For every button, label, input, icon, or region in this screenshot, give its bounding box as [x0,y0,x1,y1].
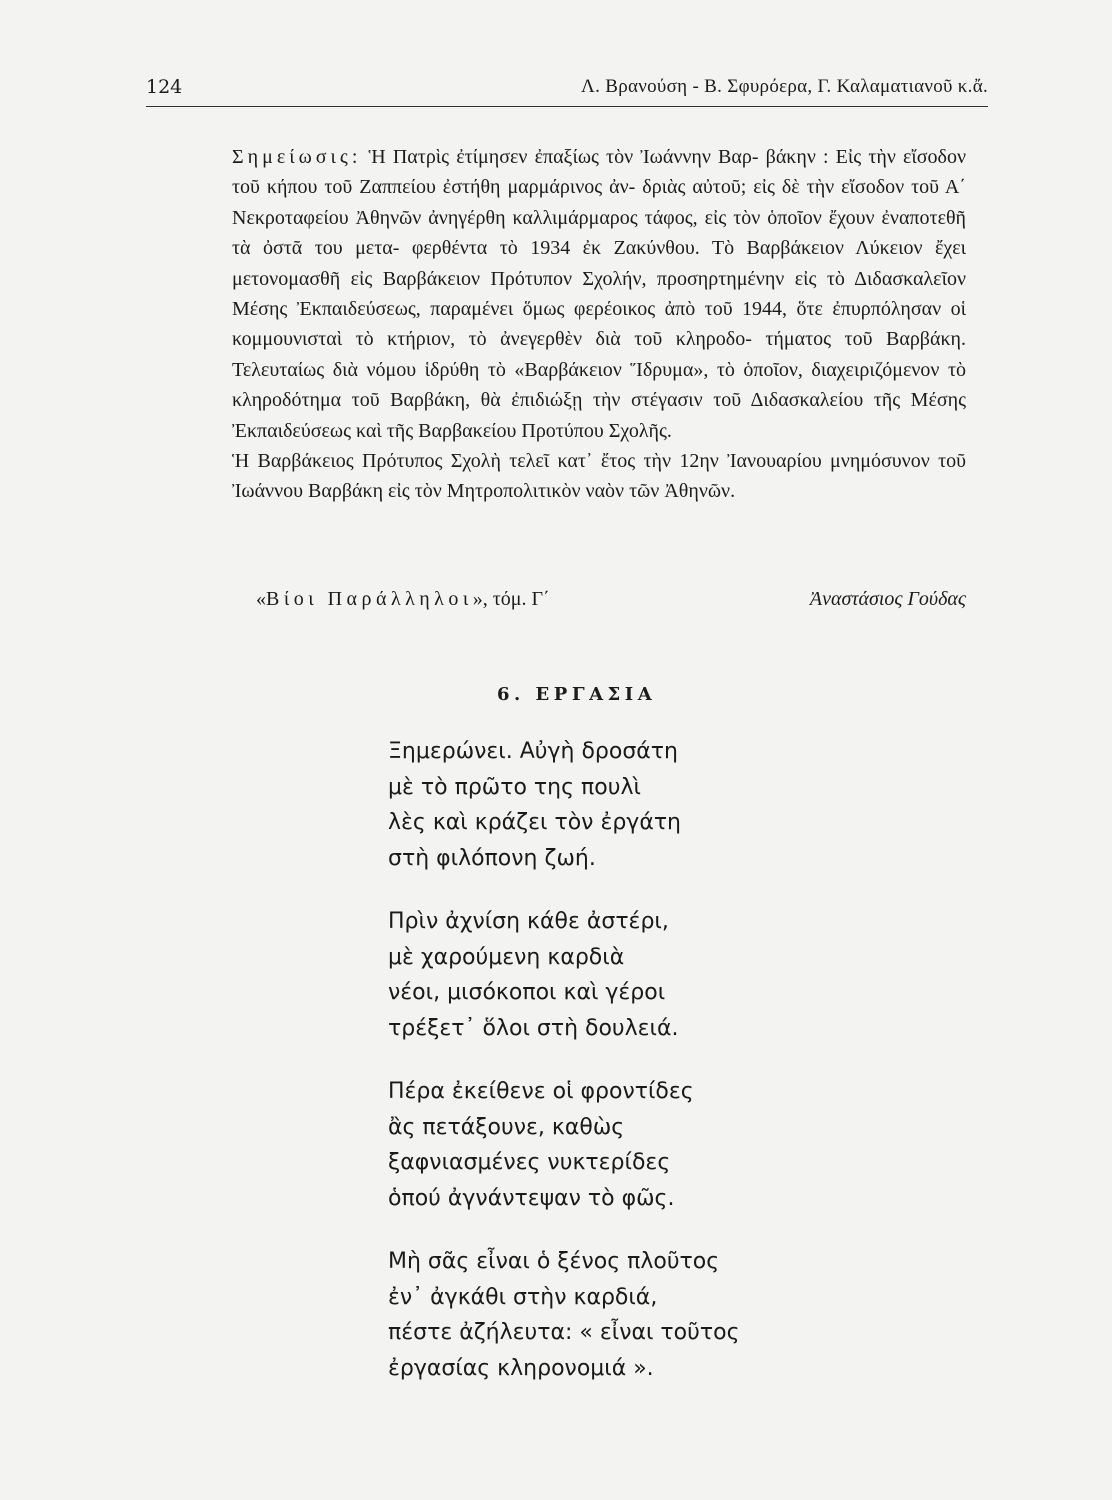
note-line: Ἡ Πατρὶς ἐτίμησεν ἐπαξίως τὸν Ἰωάννην Βαρ- [368,146,759,168]
note-line: τῆς Βαρβακείου Προτύπου Σχολῆς. [386,419,672,442]
note-line: δριὰς αὐτοῦ; εἰς δὲ τὴν εἴσοδον τοῦ Α΄ Νεκροταφείου Ἀθηνῶν ἀνηγέρθη [232,176,967,229]
page-number: 124 [146,76,183,98]
poem-stanza [388,904,988,1046]
poem-line: ἐργασίας κληρονομιά ». [388,1355,654,1381]
note-line: εἰς Βαρβάκειον Πρότυπον Σχολήν, προσηρτημένην εἰς τὸ Διδασκαλεῖον [350,267,967,290]
note-line: ἐπυρπόλησαν οἱ κομμουνισταὶ τὸ κτήριον, τὸ ἀνεγερθὲν διὰ τοῦ κληροδο- [232,298,966,351]
note-text [232,142,966,446]
note-line: τήματος τοῦ Βαρβάκη. Τελευταίως διὰ νόμου ἱδρύθη τὸ «Βαρβάκειον [232,328,966,381]
source-volume: », τόμ. Γ΄ [472,588,550,610]
poem-line: μὲ χαρούμενη καρδιὰ [388,944,625,970]
poem-line: ξαφνιασμένες νυκτερίδες [388,1150,671,1175]
poem-line: ἐν᾿ ἀγκάθι στὴν καρδιά, [388,1284,658,1310]
poem-line: πέστε ἀζήλευτα: « εἶναι τοῦτος [388,1320,740,1345]
poem-line: στὴ φιλόπονη ζωή. [388,845,596,871]
note-line: Ἵδρυμα», τὸ ὁποῖον, διαχειριζόμενον τὸ κληροδότημα τοῦ Βαρβάκη, θὰ [232,358,966,412]
poem [388,734,988,1414]
poem-line: ἂς πετάξουνε, καθὼς [388,1114,625,1140]
note-paragraph [232,142,966,507]
poem-line: Πέρα ἐκείθενε οἱ φροντίδες [388,1079,694,1104]
section-heading: 6. ΕΡΓΑΣΙΑ [497,684,657,705]
poem-stanza [388,1074,988,1216]
poem-stanza [388,1244,988,1386]
source-title-group [256,584,550,614]
note-line: μνημόσυνον τοῦ Ἰωάννου Βαρβάκη εἰς τὸν Μητροπολιτικὸν ναὸν τῶν [232,450,967,503]
poem-line: μὲ τὸ πρῶτο της πουλὶ [388,774,641,800]
note-line: ἐπιδιώξῃ τὴν στέγασιν τοῦ Διδασκαλείου τῆς Μέσης Ἐκπαιδεύσεως καὶ [232,389,967,442]
note-line: καλλιμάρμαρος τάφος, εἰς τὸν ὁποῖον ἔχουν ἐναποτεθῆ τὰ ὀστᾶ του μετα- [232,206,967,260]
note-text-second [232,446,966,507]
poem-line: νέοι, μισόκοποι καὶ γέροι [388,980,666,1005]
poem-line: ὁπού ἀγνάντεψαν τὸ φῶς. [388,1185,675,1211]
source-title: Βίοι Παράλληλοι [266,588,473,610]
note-line: βάκην : Εἰς τὴν εἴσοδον τοῦ κήπου τοῦ Ζαππείου ἐστήθη μαρμάρινος ἀν- [232,146,967,199]
poem-line: Μὴ σᾶς εἶναι ὁ ξένος πλοῦτος [388,1249,720,1274]
source-open-quote: « [256,588,266,610]
note-line: Μέσης Ἐκπαιδεύσεως, παραμένει ὅμως φερέοικος ἀπὸ τοῦ 1944, ὅτε [232,298,823,321]
page-header [146,76,988,107]
running-head: Λ. Βρανούση - Β. Σφυρόερα, Γ. Καλαματιανοῦ κ.ἄ. [581,76,988,97]
note-line: Ἀθηνῶν. [664,480,736,503]
poem-line: λὲς καὶ κράζει τὸν ἐργάτη [388,810,682,835]
poem-stanza [388,734,988,876]
note-label: Σημείωσις: [232,146,362,168]
note-line: Ἡ Βαρβάκειος Πρότυπος Σχολὴ τελεῖ κατ᾿ ἔτος τὴν 12ην Ἰανουαρίου [232,450,822,473]
source-author: Ἀναστάσιος Γούδας [809,588,966,610]
note-line: φερθέντα τὸ 1934 ἐκ Ζακύνθου. Τὸ Βαρβάκειον Λύκειον ἔχει μετονομασθῆ [232,237,966,290]
poem-line: Ξημερώνει. Αὐγὴ δροσάτη [388,739,678,764]
poem-line: τρέξετ᾿ ὅλοι στὴ δουλειά. [388,1015,679,1041]
poem-line: Πρὶν ἀχνίση κάθε ἀστέρι, [388,909,669,934]
